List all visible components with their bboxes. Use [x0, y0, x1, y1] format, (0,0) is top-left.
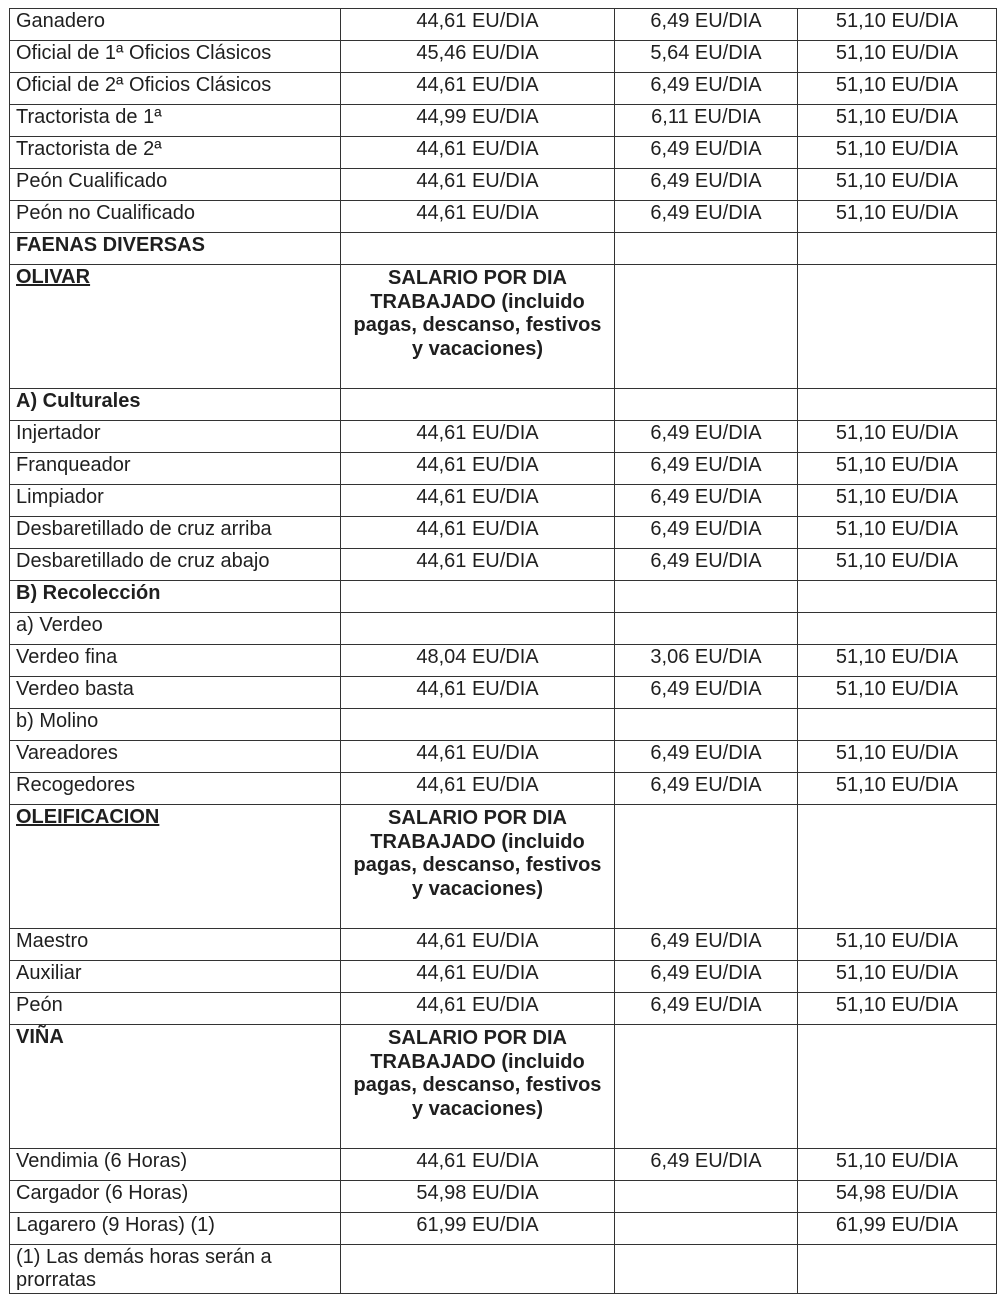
job-label: Maestro: [10, 929, 341, 961]
empty-cell: [615, 389, 798, 421]
supplement-cell: 6,49 EU/DIA: [615, 741, 798, 773]
supplement-cell: 6,49 EU/DIA: [615, 929, 798, 961]
supplement-cell: 6,49 EU/DIA: [615, 773, 798, 805]
empty-cell: [798, 613, 997, 645]
supplement-cell: 6,49 EU/DIA: [615, 677, 798, 709]
total-cell: 51,10 EU/DIA: [798, 453, 997, 485]
salary-cell: 44,61 EU/DIA: [341, 677, 615, 709]
salary-cell: 44,61 EU/DIA: [341, 485, 615, 517]
salary-cell: 44,61 EU/DIA: [341, 453, 615, 485]
supplement-cell: 6,11 EU/DIA: [615, 105, 798, 137]
empty-cell: [615, 1025, 798, 1149]
category-title-cell: [10, 1025, 341, 1149]
table-row: [10, 73, 997, 105]
salary-table: [9, 8, 997, 1294]
total-cell: 51,10 EU/DIA: [798, 41, 997, 73]
total-cell: 51,10 EU/DIA: [798, 169, 997, 201]
supplement-cell: 6,49 EU/DIA: [615, 549, 798, 581]
empty-cell: [615, 265, 798, 389]
total-cell: 51,10 EU/DIA: [798, 929, 997, 961]
supplement-cell: 3,06 EU/DIA: [615, 645, 798, 677]
salary-cell: 44,61 EU/DIA: [341, 741, 615, 773]
total-cell: 51,10 EU/DIA: [798, 961, 997, 993]
category-header-row: [10, 265, 997, 389]
category-title-cell: [10, 805, 341, 929]
category-header-row: [10, 805, 997, 929]
table-row: [10, 137, 997, 169]
table-row: [10, 41, 997, 73]
empty-cell: [341, 233, 615, 265]
table-row: [10, 105, 997, 137]
salary-cell: 45,46 EU/DIA: [341, 41, 615, 73]
table-row: [10, 9, 997, 41]
total-cell: 51,10 EU/DIA: [798, 137, 997, 169]
table-row: [10, 773, 997, 805]
supplement-cell: 6,49 EU/DIA: [615, 201, 798, 233]
empty-cell: [341, 709, 615, 741]
category-title-cell: [10, 265, 341, 389]
job-label: Vareadores: [10, 741, 341, 773]
salary-cell: 48,04 EU/DIA: [341, 645, 615, 677]
section-row: [10, 709, 997, 741]
total-cell: 51,10 EU/DIA: [798, 677, 997, 709]
job-label: a) Verdeo: [10, 613, 341, 645]
supplement-cell: 6,49 EU/DIA: [615, 453, 798, 485]
supplement-cell: 6,49 EU/DIA: [615, 517, 798, 549]
empty-cell: [615, 805, 798, 929]
total-cell: 51,10 EU/DIA: [798, 73, 997, 105]
empty-cell: [798, 805, 997, 929]
salary-cell: 44,61 EU/DIA: [341, 169, 615, 201]
supplement-cell: 6,49 EU/DIA: [615, 73, 798, 105]
salary-cell: 44,61 EU/DIA: [341, 961, 615, 993]
empty-cell: [798, 1025, 997, 1149]
empty-cell: [798, 1245, 997, 1294]
footnote-text: (1) Las demás horas serán a prorratas: [10, 1245, 341, 1294]
job-label: Cargador (6 Horas): [10, 1181, 341, 1213]
job-label: Ganadero: [10, 9, 341, 41]
table-row: [10, 1181, 997, 1213]
supplement-cell: 6,49 EU/DIA: [615, 9, 798, 41]
total-cell: 61,99 EU/DIA: [798, 1213, 997, 1245]
empty-cell: [798, 581, 997, 613]
section-row: [10, 581, 997, 613]
supplement-cell: [615, 1181, 798, 1213]
table-row: [10, 929, 997, 961]
job-label: Auxiliar: [10, 961, 341, 993]
section-row: [10, 389, 997, 421]
category-header-row: [10, 1025, 997, 1149]
salary-cell: 61,99 EU/DIA: [341, 1213, 615, 1245]
salary-column-header: SALARIO POR DIA TRABAJADO (incluido pagas, descanso, festivos y vacaciones): [341, 1025, 615, 1149]
empty-cell: [341, 581, 615, 613]
job-label: Tractorista de 2ª: [10, 137, 341, 169]
empty-cell: [615, 613, 798, 645]
job-label: Peón: [10, 993, 341, 1025]
total-cell: 51,10 EU/DIA: [798, 485, 997, 517]
job-label: Lagarero (9 Horas) (1): [10, 1213, 341, 1245]
supplement-cell: 6,49 EU/DIA: [615, 485, 798, 517]
table-row: [10, 741, 997, 773]
total-cell: 51,10 EU/DIA: [798, 741, 997, 773]
total-cell: 51,10 EU/DIA: [798, 421, 997, 453]
job-label: Desbaretillado de cruz abajo: [10, 549, 341, 581]
salary-table-body: [10, 9, 997, 1294]
total-cell: 54,98 EU/DIA: [798, 1181, 997, 1213]
table-row: [10, 1149, 997, 1181]
salary-column-header: SALARIO POR DIA TRABAJADO (incluido pagas, descanso, festivos y vacaciones): [341, 265, 615, 389]
empty-cell: [615, 709, 798, 741]
empty-cell: [615, 233, 798, 265]
salary-cell: 44,61 EU/DIA: [341, 137, 615, 169]
salary-cell: 44,61 EU/DIA: [341, 201, 615, 233]
total-cell: 51,10 EU/DIA: [798, 1149, 997, 1181]
salary-cell: 44,61 EU/DIA: [341, 73, 615, 105]
category-title: OLIVAR: [16, 266, 91, 288]
job-label: Injertador: [10, 421, 341, 453]
total-cell: 51,10 EU/DIA: [798, 993, 997, 1025]
table-row: [10, 961, 997, 993]
total-cell: 51,10 EU/DIA: [798, 105, 997, 137]
table-row: [10, 517, 997, 549]
job-label: Limpiador: [10, 485, 341, 517]
table-row: [10, 201, 997, 233]
supplement-cell: 6,49 EU/DIA: [615, 993, 798, 1025]
empty-cell: [615, 1245, 798, 1294]
salary-cell: 44,61 EU/DIA: [341, 549, 615, 581]
supplement-cell: 6,49 EU/DIA: [615, 421, 798, 453]
supplement-cell: [615, 1213, 798, 1245]
empty-cell: [798, 265, 997, 389]
supplement-cell: 6,49 EU/DIA: [615, 137, 798, 169]
total-cell: 51,10 EU/DIA: [798, 9, 997, 41]
job-label: b) Molino: [10, 709, 341, 741]
supplement-cell: 6,49 EU/DIA: [615, 169, 798, 201]
job-label: A) Culturales: [10, 389, 341, 421]
job-label: B) Recolección: [10, 581, 341, 613]
supplement-cell: 5,64 EU/DIA: [615, 41, 798, 73]
salary-cell: 44,61 EU/DIA: [341, 9, 615, 41]
table-row: [10, 645, 997, 677]
total-cell: 51,10 EU/DIA: [798, 773, 997, 805]
job-label: Verdeo basta: [10, 677, 341, 709]
total-cell: 51,10 EU/DIA: [798, 517, 997, 549]
salary-cell: 44,61 EU/DIA: [341, 1149, 615, 1181]
supplement-cell: 6,49 EU/DIA: [615, 961, 798, 993]
job-label: Oficial de 2ª Oficios Clásicos: [10, 73, 341, 105]
job-label: Peón no Cualificado: [10, 201, 341, 233]
table-row: [10, 485, 997, 517]
footnote-row: [10, 1245, 997, 1294]
supplement-cell: 6,49 EU/DIA: [615, 1149, 798, 1181]
job-label: Tractorista de 1ª: [10, 105, 341, 137]
job-label: FAENAS DIVERSAS: [10, 233, 341, 265]
salary-cell: 44,61 EU/DIA: [341, 421, 615, 453]
table-row: [10, 169, 997, 201]
salary-cell: 44,61 EU/DIA: [341, 929, 615, 961]
salary-cell: 44,99 EU/DIA: [341, 105, 615, 137]
job-label: Peón Cualificado: [10, 169, 341, 201]
job-label: Vendimia (6 Horas): [10, 1149, 341, 1181]
empty-cell: [798, 709, 997, 741]
category-title: OLEIFICACION: [16, 806, 160, 828]
total-cell: 51,10 EU/DIA: [798, 645, 997, 677]
empty-cell: [341, 389, 615, 421]
salary-cell: 44,61 EU/DIA: [341, 517, 615, 549]
table-row: [10, 549, 997, 581]
table-row: [10, 677, 997, 709]
table-row: [10, 1213, 997, 1245]
salary-cell: 44,61 EU/DIA: [341, 773, 615, 805]
job-label: Verdeo fina: [10, 645, 341, 677]
table-row: [10, 993, 997, 1025]
salary-column-header: SALARIO POR DIA TRABAJADO (incluido pagas, descanso, festivos y vacaciones): [341, 805, 615, 929]
empty-cell: [341, 1245, 615, 1294]
salary-cell: 54,98 EU/DIA: [341, 1181, 615, 1213]
empty-cell: [615, 581, 798, 613]
job-label: Desbaretillado de cruz arriba: [10, 517, 341, 549]
total-cell: 51,10 EU/DIA: [798, 549, 997, 581]
table-row: [10, 421, 997, 453]
empty-cell: [341, 613, 615, 645]
job-label: Oficial de 1ª Oficios Clásicos: [10, 41, 341, 73]
total-cell: 51,10 EU/DIA: [798, 201, 997, 233]
job-label: Franqueador: [10, 453, 341, 485]
category-title: VIÑA: [16, 1026, 64, 1048]
job-label: Recogedores: [10, 773, 341, 805]
section-row: [10, 613, 997, 645]
empty-cell: [798, 389, 997, 421]
empty-cell: [798, 233, 997, 265]
table-row: [10, 453, 997, 485]
salary-cell: 44,61 EU/DIA: [341, 993, 615, 1025]
section-row: [10, 233, 997, 265]
